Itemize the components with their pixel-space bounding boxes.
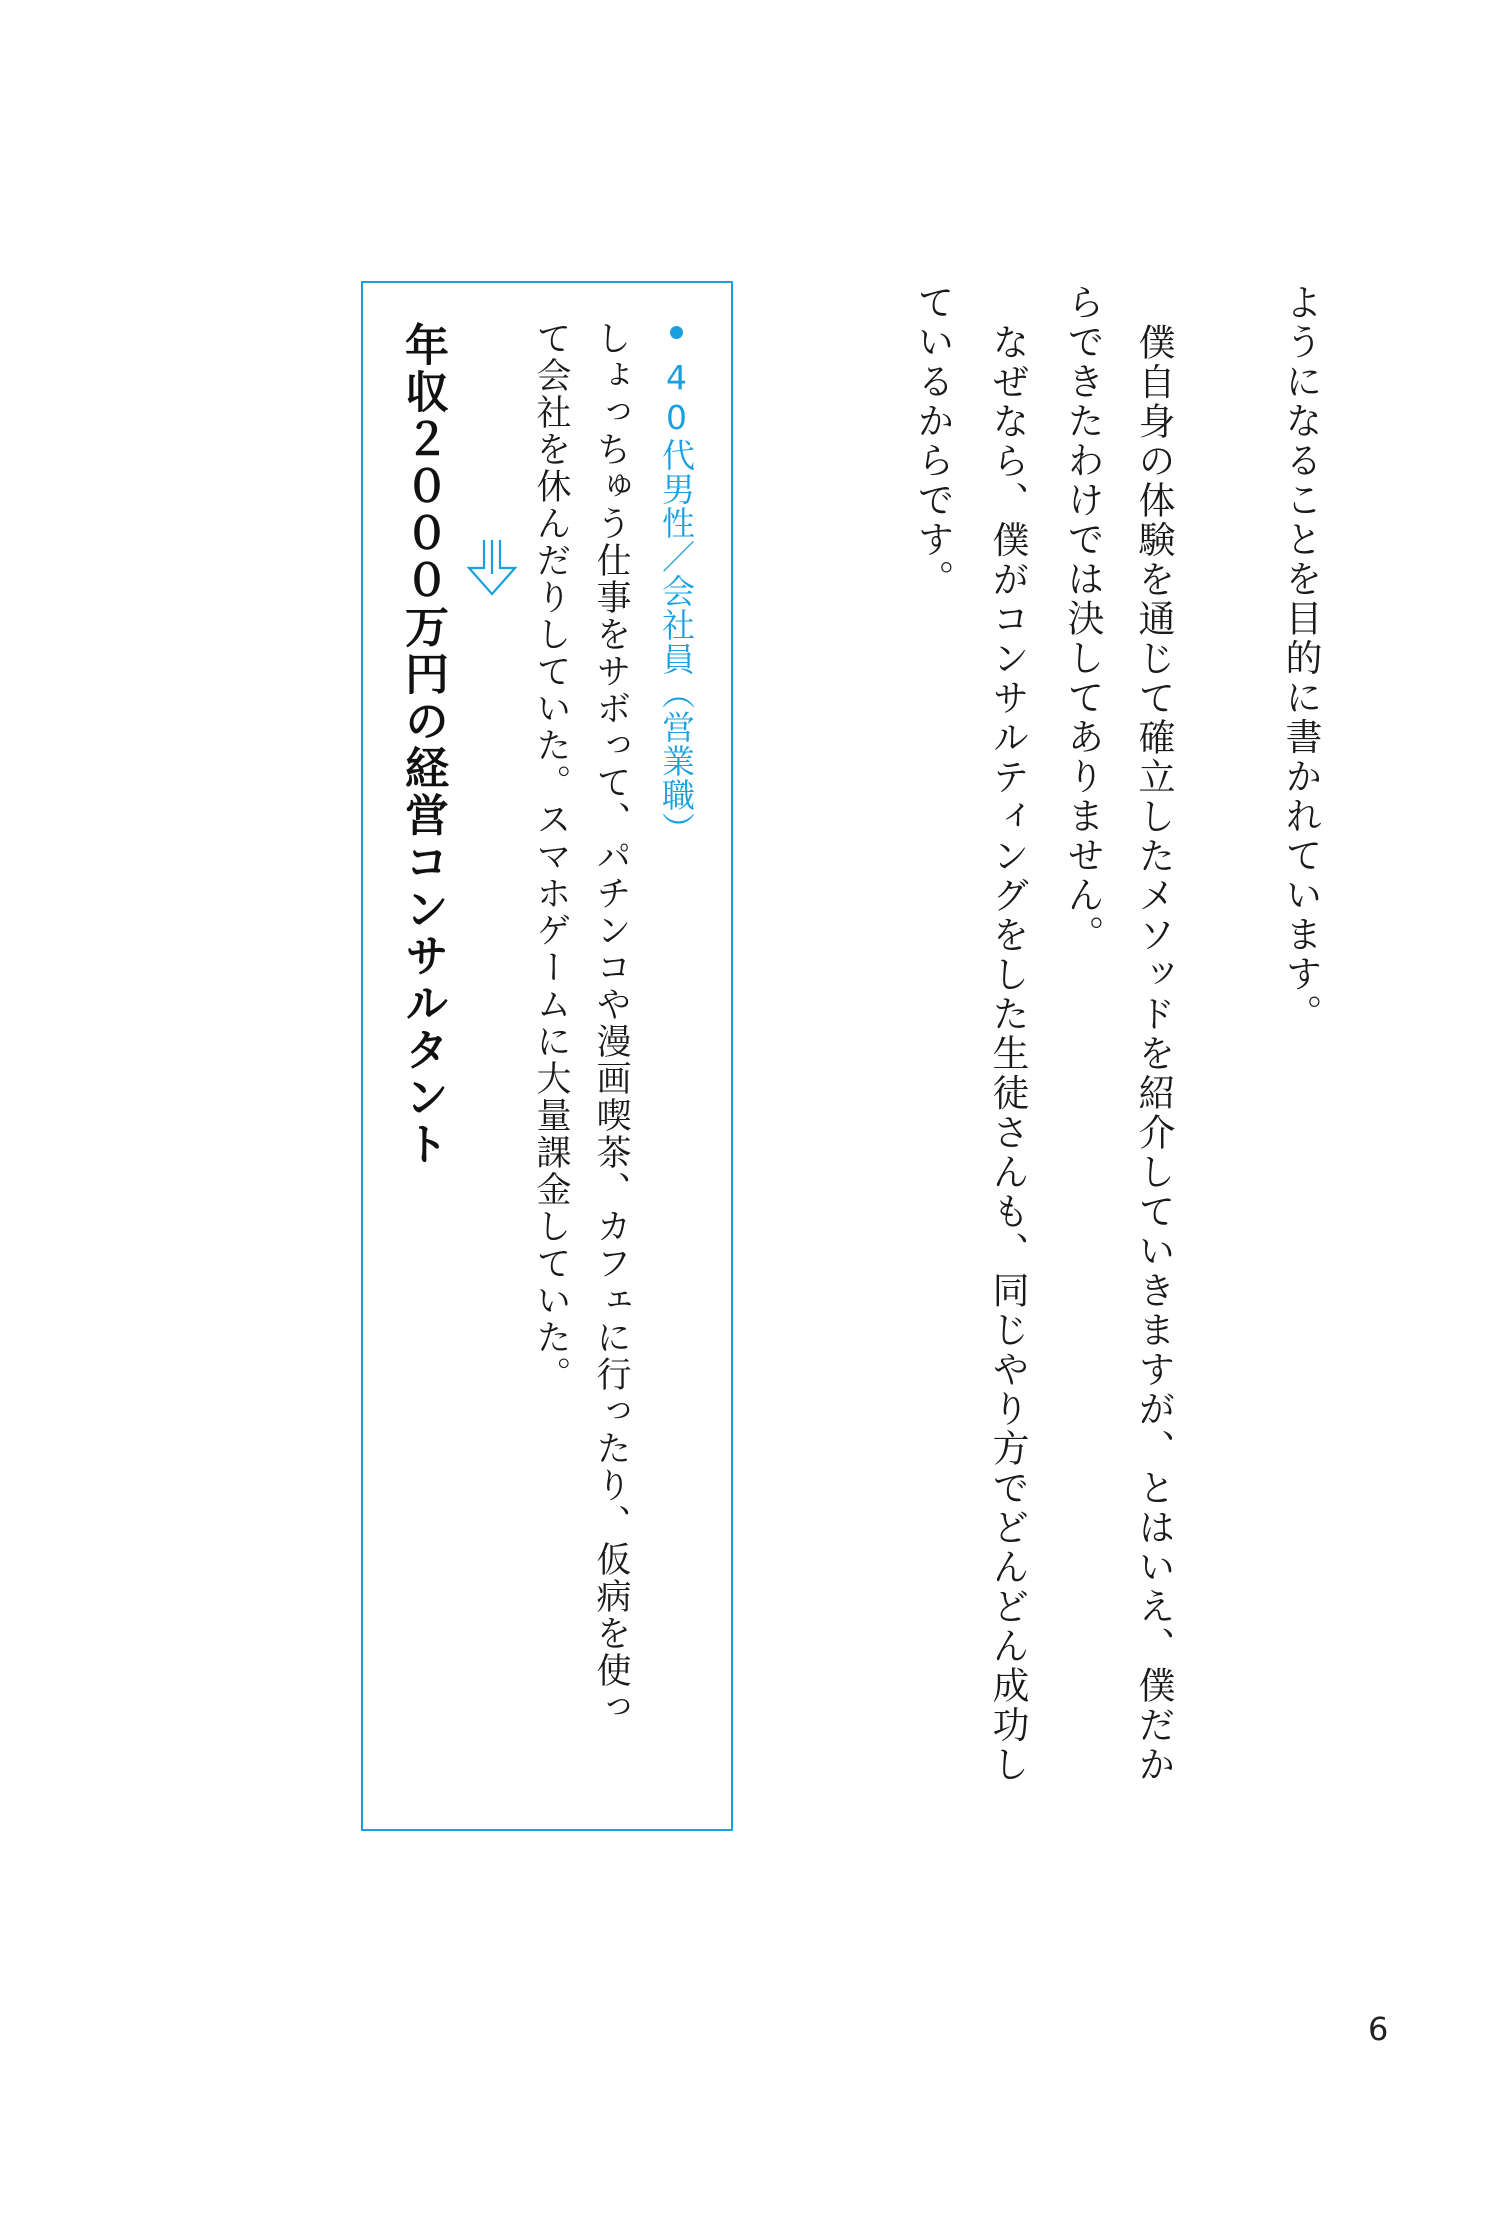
- case-result-headline: 年収２０００万円の経営コンサルタント: [397, 322, 448, 1168]
- body-line-5: ているからです。: [911, 283, 954, 599]
- case-story-line-1: しょっちゅう仕事をサボって、パチンコや漫画喫茶、カフェに行ったり、仮病を使っ: [591, 320, 631, 1726]
- body-line-3: らできたわけでは決してありません。: [1061, 283, 1104, 955]
- body-line-4: なぜなら、僕がコンサルティングをした生徒さんも、同じやり方でどんどん成功し: [986, 323, 1029, 1785]
- case-story-line-2: て会社を休んだりしていた。スマホゲームに大量課金していた。: [531, 320, 571, 1393]
- bullet-dot-icon: [670, 326, 683, 339]
- case-tag: 40代男性／会社員（営業職）: [657, 358, 696, 846]
- double-arrow-down-icon: [466, 538, 518, 596]
- page-number: 6: [1368, 2010, 1389, 2048]
- body-line-2: 僕自身の体験を通じて確立したメソッドを紹介していきますが、とはいえ、僕だか: [1132, 323, 1175, 1785]
- body-line-1: ようになることを目的に書かれています。: [1279, 283, 1322, 1034]
